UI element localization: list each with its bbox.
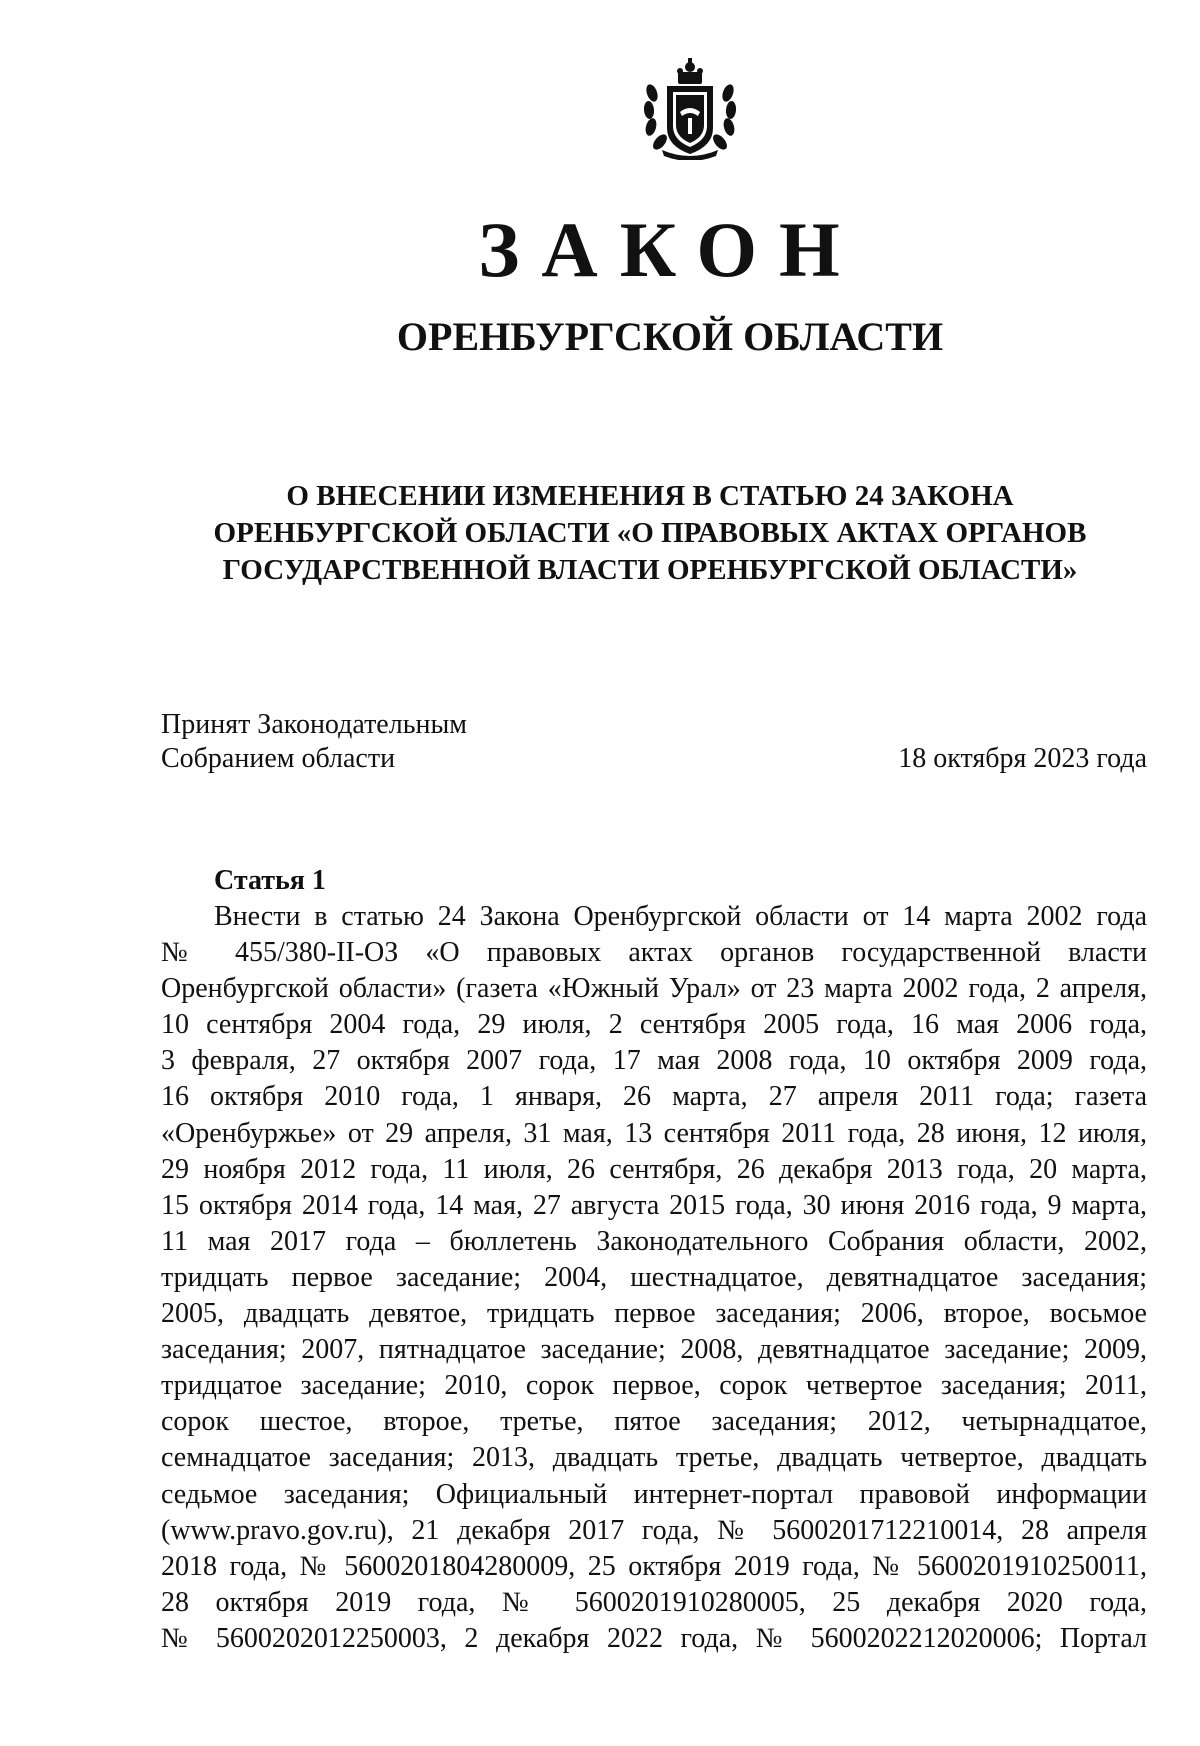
body-line: «Оренбуржье» от 29 апреля, 31 мая, 13 сентября 2011 года, 28 июня, 12 июля,: [161, 1117, 1147, 1149]
body-line: седьмое заседания; Официальный интернет-портал правовой информации: [161, 1478, 1147, 1510]
law-name-line: ГОСУДАРСТВЕННОЙ ВЛАСТИ ОРЕНБУРГСКОЙ ОБЛАСТИ»: [222, 554, 1078, 586]
article-title: Статья 1: [214, 865, 326, 896]
body-line: тридцатое заседание; 2010, сорок первое, сорок четвертое заседания; 2011,: [161, 1370, 1147, 1402]
body-line: № 5600202012250003, 2 декабря 2022 года, № 5600202212020006; Портал: [161, 1622, 1147, 1654]
adoption-date: 18 октября 2023 года: [898, 743, 1147, 774]
body-line: сорок шестое, второе, третье, пятое заседания; 2012, четырнадцатое,: [161, 1406, 1147, 1438]
body-line: 2018 года, № 5600201804280009, 25 октября 2019 года, № 5600201910250011,: [161, 1550, 1147, 1582]
law-name-line: О ВНЕСЕНИИ ИЗМЕНЕНИЯ В СТАТЬЮ 24 ЗАКОНА: [286, 480, 1014, 512]
body-line: 3 февраля, 27 октября 2007 года, 17 мая 2008 года, 10 октября 2009 года,: [161, 1045, 1147, 1077]
adoption-authority: [161, 708, 467, 776]
body-line: семнадцатое заседания; 2013, двадцать третье, двадцать четвертое, двадцать: [161, 1442, 1147, 1474]
body-line: 10 сентября 2004 года, 29 июля, 2 сентября 2005 года, 16 мая 2006 года,: [161, 1009, 1147, 1041]
body-line: (www.pravo.gov.ru), 21 декабря 2017 года, № 5600201712210014, 28 апреля: [161, 1514, 1147, 1546]
body-line: № 455/380-II-ОЗ «О правовых актах органов государственной власти: [161, 937, 1147, 969]
law-name-heading: [180, 478, 1120, 589]
body-line: 16 октября 2010 года, 1 января, 26 марта, 27 апреля 2011 года; газета: [161, 1081, 1147, 1113]
body-line: Оренбургской области» (газета «Южный Урал» от 23 марта 2002 года, 2 апреля,: [161, 973, 1147, 1005]
coat-of-arms-emblem-icon: [640, 58, 740, 160]
body-line: 11 мая 2017 года – бюллетень Законодательного Собрания области, 2002,: [161, 1225, 1147, 1257]
body-line: тридцать первое заседание; 2004, шестнадцатое, девятнадцатое заседания;: [161, 1261, 1147, 1293]
article-body: [161, 899, 1147, 1657]
body-line: 15 октября 2014 года, 14 мая, 27 августа 2015 года, 30 июня 2016 года, 9 марта,: [161, 1189, 1147, 1221]
body-line: 28 октября 2019 года, № 5600201910280005, 25 декабря 2020 года,: [161, 1586, 1147, 1618]
adoption-line: Принят Законодательным: [161, 709, 467, 740]
body-line: заседания; 2007, пятнадцатое заседание; 2008, девятнадцатое заседание; 2009,: [161, 1334, 1147, 1366]
adoption-line: Собранием области: [161, 743, 396, 774]
document-title: ЗАКОН: [478, 206, 862, 293]
body-line: Внести в статью 24 Закона Оренбургской области от 14 марта 2002 года: [214, 901, 1147, 932]
law-name-line: ОРЕНБУРГСКОЙ ОБЛАСТИ «О ПРАВОВЫХ АКТАХ ОРГАНОВ: [213, 517, 1087, 549]
document-subtitle: ОРЕНБУРГСКОЙ ОБЛАСТИ: [396, 314, 944, 359]
body-line: 2005, двадцать девятое, тридцать первое заседания; 2006, второе, восьмое: [161, 1298, 1147, 1330]
body-line: 29 ноября 2012 года, 11 июля, 26 сентября, 26 декабря 2013 года, 20 марта,: [161, 1153, 1147, 1185]
